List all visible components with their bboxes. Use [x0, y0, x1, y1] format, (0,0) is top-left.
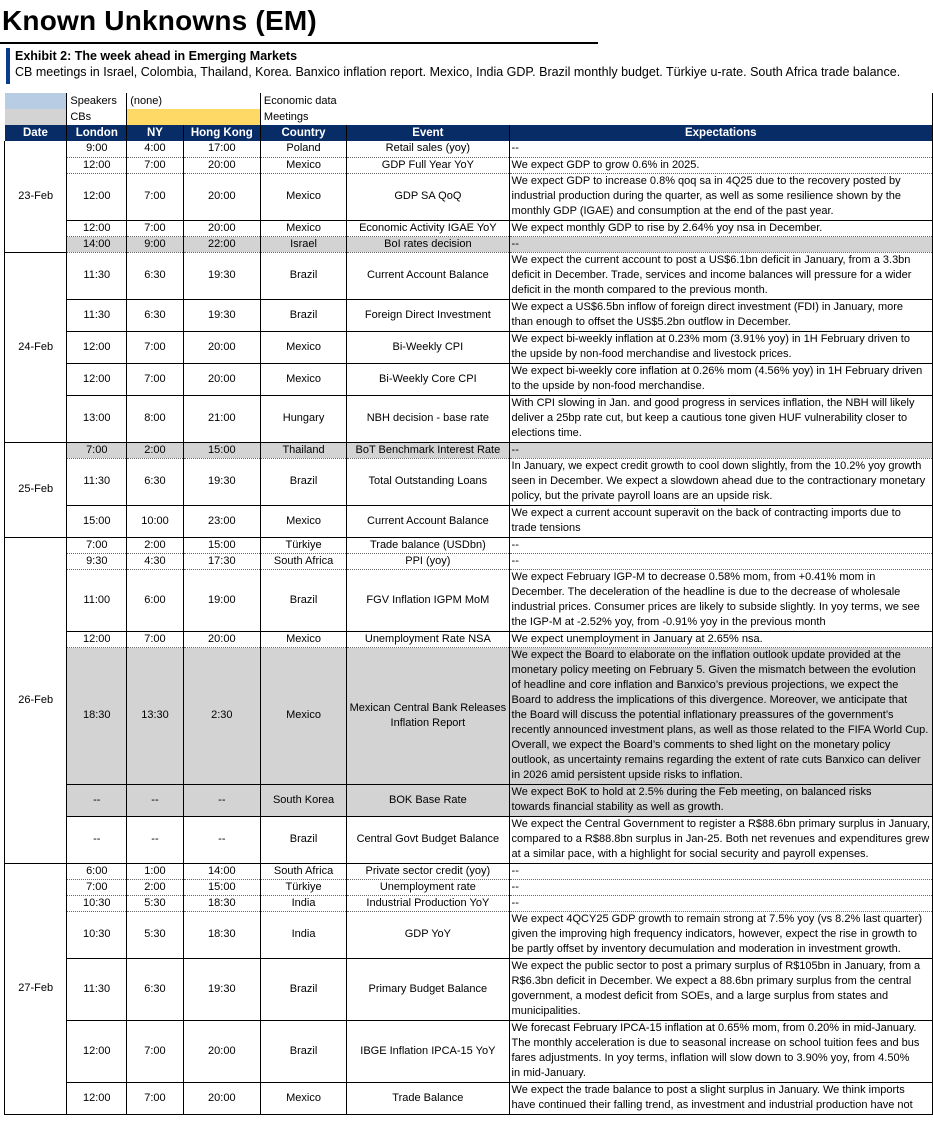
header-event: Event	[347, 125, 509, 141]
time-hong-kong: 22:00	[183, 236, 260, 252]
table-row	[5, 299, 933, 331]
country-cell: Mexico	[260, 631, 346, 647]
time-ny: 13:30	[127, 647, 184, 784]
header-country: Country	[260, 125, 346, 141]
event-cell: Central Govt Budget Balance	[347, 816, 509, 863]
header-date: Date	[5, 125, 67, 141]
table-row	[5, 505, 933, 537]
report-title: Known Unknowns (EM)	[2, 5, 317, 36]
event-cell: Trade Balance	[347, 1082, 509, 1114]
time-london: 15:00	[67, 505, 127, 537]
country-cell: Israel	[260, 236, 346, 252]
legend-meetings-label: Meetings	[260, 109, 932, 125]
expectation-line: municipalities.	[511, 1005, 581, 1017]
expectation-cell	[509, 895, 932, 911]
time-hong-kong: 15:00	[183, 879, 260, 895]
table-row	[5, 895, 933, 911]
expectation-line: industrial production during the quarter, as well as some resilience shown by the	[511, 190, 902, 202]
expectation-cell	[509, 958, 932, 1020]
time-london: 10:30	[67, 895, 127, 911]
expectation-line: We expect bi-weekly core inflation at 0.26% mom (4.56% yoy) in 1H February driven	[511, 365, 923, 377]
time-london: 11:30	[67, 252, 127, 299]
expectation-cell	[509, 784, 932, 816]
country-cell: Brazil	[260, 299, 346, 331]
time-london: 12:00	[67, 331, 127, 363]
time-hong-kong: --	[183, 816, 260, 863]
expectation-cell	[509, 442, 932, 458]
expectation-cell	[509, 911, 932, 958]
expectation-line: monetary policy meeting on February 5. Given the mismatch between the evolution	[511, 664, 916, 676]
event-cell: Foreign Direct Investment	[347, 299, 509, 331]
country-cell: Brazil	[260, 1020, 346, 1082]
expectation-line: We expect bi-weekly inflation at 0.23% mom (3.91% yoy) in 1H February driven to	[511, 333, 910, 345]
header-london: London	[67, 125, 127, 141]
event-cell: NBH decision - base rate	[347, 395, 509, 442]
time-london: 12:00	[67, 631, 127, 647]
time-london: 7:00	[67, 879, 127, 895]
time-ny: 1:00	[127, 863, 184, 879]
expectation-line: December. The deceleration of the headline is due to the decrease of wholesale	[511, 586, 901, 598]
expectation-cell	[509, 236, 932, 252]
time-hong-kong: 19:30	[183, 299, 260, 331]
event-cell: FGV Inflation IGPM MoM	[347, 569, 509, 631]
expectation-line: We expect a current account superavit on the back of contracting imports due to	[511, 507, 901, 519]
table-row	[5, 173, 933, 220]
expectation-cell	[509, 631, 932, 647]
legend-row-1	[5, 93, 933, 109]
expectation-line: We expect the trade balance to post a slight surplus in January. We think imports	[511, 1084, 905, 1096]
expectation-line: --	[511, 538, 519, 551]
expectation-line: trade tensions	[511, 522, 581, 534]
expectation-cell	[509, 879, 932, 895]
expectation-line: The monthly acceleration is due to seasonal increase on school tuition fees and bus	[511, 1037, 920, 1049]
expectation-line: of headline and core inflation and Banxico’s previous projections, we expect the	[511, 679, 899, 691]
expectation-line: outlook, as uncertainty remains regarding the extent of rate cuts Banxico can deliver	[511, 754, 921, 766]
time-london: 11:30	[67, 458, 127, 505]
time-hong-kong: 17:00	[183, 141, 260, 157]
time-london: 9:30	[67, 553, 127, 569]
country-cell: Poland	[260, 141, 346, 157]
time-ny: 5:30	[127, 895, 184, 911]
country-cell: Türkiye	[260, 537, 346, 553]
time-ny: --	[127, 816, 184, 863]
exhibit-title: Exhibit 2: The week ahead in Emerging Markets	[15, 49, 298, 63]
expectation-line: Overall, we expect the Board’s comments to shed light on the monetary policy	[511, 739, 891, 751]
expectation-cell	[509, 553, 932, 569]
legend-none-label: (none)	[127, 93, 261, 109]
time-london: 12:00	[67, 220, 127, 236]
country-cell: Brazil	[260, 252, 346, 299]
time-ny: 7:00	[127, 1082, 184, 1114]
expectation-line: seen in December. We expect a slowdown ahead due to the contractionary monetary	[511, 475, 926, 487]
header-hong-kong: Hong Kong	[183, 125, 260, 141]
country-cell: South Africa	[260, 863, 346, 879]
table-row	[5, 220, 933, 236]
time-ny: 7:00	[127, 331, 184, 363]
expectation-line: deliver a 25bp rate cut, but keep a cautious tone given HUF vulnerability closer to	[511, 412, 908, 424]
highlight-swatch	[127, 109, 261, 125]
table-row	[5, 363, 933, 395]
event-cell: Unemployment rate	[347, 879, 509, 895]
country-cell: Thailand	[260, 442, 346, 458]
table-row	[5, 816, 933, 863]
expectation-cell	[509, 141, 932, 157]
expectation-line: be partly offset by inventory decumulation and moderation in investment growth.	[511, 943, 901, 955]
table-row	[5, 647, 933, 784]
expectation-cell	[509, 252, 932, 299]
expectation-line: in mid-January.	[511, 1067, 586, 1079]
time-hong-kong: 23:00	[183, 505, 260, 537]
event-cell: BOK Base Rate	[347, 784, 509, 816]
country-cell: South Korea	[260, 784, 346, 816]
expectation-cell	[509, 220, 932, 236]
time-ny: 2:00	[127, 442, 184, 458]
expectation-line: to the upside by non-food merchandise.	[511, 380, 705, 392]
time-london: 13:00	[67, 395, 127, 442]
time-hong-kong: 15:00	[183, 537, 260, 553]
event-cell: Mexican Central Bank Releases Inflation Report	[347, 647, 509, 784]
country-cell: Mexico	[260, 157, 346, 173]
expectation-line: --	[511, 880, 519, 893]
expectation-cell	[509, 331, 932, 363]
table-row	[5, 631, 933, 647]
time-london: 10:30	[67, 911, 127, 958]
header-ny: NY	[127, 125, 184, 141]
table-row	[5, 569, 933, 631]
expectation-line: the IGP-M at -2.52% yoy, from -0.91% yoy in the previous month	[511, 616, 826, 628]
expectation-cell	[509, 299, 932, 331]
table-row	[5, 958, 933, 1020]
event-cell: Private sector credit (yoy)	[347, 863, 509, 879]
table-row	[5, 395, 933, 442]
event-cell: BoT Benchmark Interest Rate	[347, 442, 509, 458]
table-row	[5, 157, 933, 173]
expectation-line: recently announced investment plans, as well as those related to the FIFA World Cup.	[511, 724, 929, 736]
expectation-line: --	[511, 554, 519, 567]
country-cell: Brazil	[260, 458, 346, 505]
expectation-line: In January, we expect credit growth to cool down slightly, from the 10.2% yoy growth	[511, 460, 922, 472]
table-row	[5, 879, 933, 895]
time-hong-kong: --	[183, 784, 260, 816]
expectation-line: industrial prices. Consumer prices are likely to subside slightly. In yoy terms, we see	[511, 601, 920, 613]
country-cell: India	[260, 911, 346, 958]
time-hong-kong: 20:00	[183, 631, 260, 647]
table-body	[5, 141, 933, 1114]
time-hong-kong: 17:30	[183, 553, 260, 569]
expectation-line: We expect the current account to post a US$6.1bn deficit in January, from a 3.3bn	[511, 254, 911, 266]
country-cell: Mexico	[260, 505, 346, 537]
event-cell: GDP YoY	[347, 911, 509, 958]
time-ny: 2:00	[127, 879, 184, 895]
expectation-cell	[509, 157, 932, 173]
expectation-cell	[509, 816, 932, 863]
expectation-cell	[509, 173, 932, 220]
title-rule	[0, 42, 598, 44]
time-ny: 6:30	[127, 252, 184, 299]
time-london: 12:00	[67, 363, 127, 395]
time-hong-kong: 20:00	[183, 157, 260, 173]
expectation-line: We expect GDP to increase 0.8% qoq sa in 4Q25 due to the recovery posted by	[511, 175, 901, 187]
time-hong-kong: 20:00	[183, 1020, 260, 1082]
expectation-cell	[509, 458, 932, 505]
date-cell: 24-Feb	[5, 252, 67, 442]
expectation-line: fares adjustments. In yoy terms, inflation will slow down to 3.90% yoy, from 4.50%	[511, 1052, 910, 1064]
expectation-cell	[509, 1082, 932, 1114]
legend-row-2	[5, 109, 933, 125]
event-cell: Current Account Balance	[347, 505, 509, 537]
week-ahead-table	[4, 93, 933, 1115]
country-cell: India	[260, 895, 346, 911]
event-cell: GDP SA QoQ	[347, 173, 509, 220]
table-row	[5, 141, 933, 157]
time-ny: 7:00	[127, 157, 184, 173]
time-ny: 7:00	[127, 363, 184, 395]
column-header-row	[5, 125, 933, 141]
expectation-line: policy, but the private payroll loans are an upside risk.	[511, 490, 773, 502]
table-row	[5, 252, 933, 299]
table-row	[5, 537, 933, 553]
table-row	[5, 442, 933, 458]
expectation-cell	[509, 1020, 932, 1082]
time-hong-kong: 19:30	[183, 252, 260, 299]
country-cell: Mexico	[260, 647, 346, 784]
event-cell: Industrial Production YoY	[347, 895, 509, 911]
time-hong-kong: 21:00	[183, 395, 260, 442]
expectation-cell	[509, 647, 932, 784]
time-london: 6:00	[67, 863, 127, 879]
expectation-line: --	[511, 896, 519, 909]
time-ny: 7:00	[127, 220, 184, 236]
time-london: 12:00	[67, 173, 127, 220]
time-hong-kong: 2:30	[183, 647, 260, 784]
event-cell: PPI (yoy)	[347, 553, 509, 569]
time-hong-kong: 20:00	[183, 363, 260, 395]
expectation-line: government, a modest deficit from SOEs, and a large surplus from states and	[511, 990, 889, 1002]
expectation-line: the upside by non-food merchandise and livestock prices.	[511, 348, 792, 360]
table-row	[5, 553, 933, 569]
date-cell: 27-Feb	[5, 863, 67, 1114]
expectation-line: R$6.3bn deficit in December. We expect a 88.6bn primary surplus from the central	[511, 975, 912, 987]
time-ny: 8:00	[127, 395, 184, 442]
country-cell: Mexico	[260, 363, 346, 395]
time-hong-kong: 19:30	[183, 458, 260, 505]
time-hong-kong: 20:00	[183, 331, 260, 363]
time-ny: --	[127, 784, 184, 816]
legend-cbs-label: CBs	[67, 109, 127, 125]
time-hong-kong: 18:30	[183, 911, 260, 958]
time-ny: 7:00	[127, 1020, 184, 1082]
time-ny: 4:30	[127, 553, 184, 569]
time-ny: 10:00	[127, 505, 184, 537]
expectation-line: We expect BoK to hold at 2.5% during the Feb meeting, on balanced risks	[511, 786, 872, 798]
date-cell: 23-Feb	[5, 141, 67, 252]
time-london: 14:00	[67, 236, 127, 252]
expectation-line: monthly GDP (IGAE) and consumption at the end of the past year.	[511, 205, 834, 217]
time-london: 12:00	[67, 157, 127, 173]
table-row	[5, 911, 933, 958]
country-cell: Brazil	[260, 958, 346, 1020]
time-ny: 7:00	[127, 631, 184, 647]
expectation-line: deficit in the month compared to the previous month.	[511, 284, 768, 296]
expectation-line: in 2026 amid persistent upside risks to inflation.	[511, 769, 743, 781]
expectation-line: We expect 4QCY25 GDP growth to remain strong at 7.5% yoy (vs 8.2% last quarter)	[511, 913, 922, 925]
expectation-cell	[509, 537, 932, 553]
expectation-line: compared to a R$88.8bn surplus in Jan-25. Both net revenues and expenditures grew	[511, 833, 930, 845]
event-cell: Trade balance (USDbn)	[347, 537, 509, 553]
time-london: 9:00	[67, 141, 127, 157]
expectation-line: --	[511, 237, 519, 250]
event-cell: Retail sales (yoy)	[347, 141, 509, 157]
expectation-line: We expect GDP to grow 0.6% in 2025.	[511, 158, 700, 171]
time-ny: 5:30	[127, 911, 184, 958]
time-london: 12:00	[67, 1082, 127, 1114]
header-expectations: Expectations	[509, 125, 932, 141]
time-london: 7:00	[67, 537, 127, 553]
country-cell: Mexico	[260, 331, 346, 363]
time-ny: 7:00	[127, 173, 184, 220]
expectation-line: given the improving high frequency indicators, however, expect the rise in growth to	[511, 928, 917, 940]
time-ny: 6:00	[127, 569, 184, 631]
expectation-line: We expect February IGP-M to decrease 0.58% mom, from +0.41% mom in	[511, 571, 876, 583]
exhibit-header	[6, 48, 900, 84]
table-row	[5, 1020, 933, 1082]
expectation-line: --	[511, 443, 519, 456]
country-cell: Mexico	[260, 1082, 346, 1114]
time-london: --	[67, 784, 127, 816]
expectation-line: We expect a US$6.5bn inflow of foreign direct investment (FDI) in January, more	[511, 301, 904, 313]
exhibit-subtitle: CB meetings in Israel, Colombia, Thailand, Korea. Banxico inflation report. Mexico, India GDP. Brazil monthly budget. Türkiye u-rate. South Africa trade balance.	[15, 65, 901, 79]
expectation-line: deficit in December. Trade, services and income balances will pressure for a wider	[511, 269, 912, 281]
country-cell: Mexico	[260, 173, 346, 220]
time-hong-kong: 14:00	[183, 863, 260, 879]
time-hong-kong: 20:00	[183, 1082, 260, 1114]
cbs-swatch	[5, 109, 67, 125]
event-cell: Total Outstanding Loans	[347, 458, 509, 505]
country-cell: Mexico	[260, 220, 346, 236]
time-hong-kong: 20:00	[183, 220, 260, 236]
legend-speakers-label: Speakers	[67, 93, 127, 109]
expectation-line: Board to address the implications of this divergence. Moreover, we anticipate that	[511, 694, 908, 706]
time-ny: 6:30	[127, 958, 184, 1020]
event-cell: BoI rates decision	[347, 236, 509, 252]
date-cell: 26-Feb	[5, 537, 67, 863]
expectation-line: towards financial stability as well as growth.	[511, 801, 724, 813]
country-cell: Hungary	[260, 395, 346, 442]
event-cell: Bi-Weekly CPI	[347, 331, 509, 363]
time-ny: 6:30	[127, 299, 184, 331]
expectation-line: --	[511, 142, 519, 155]
expectation-line: We expect unemployment in January at 2.65% nsa.	[511, 632, 763, 645]
event-cell: Primary Budget Balance	[347, 958, 509, 1020]
speakers-swatch	[5, 93, 67, 109]
time-london: 7:00	[67, 442, 127, 458]
expectation-line: We expect monthly GDP to rise by 2.64% yoy nsa in December.	[511, 221, 823, 234]
time-london: 12:00	[67, 1020, 127, 1082]
time-hong-kong: 18:30	[183, 895, 260, 911]
time-hong-kong: 19:30	[183, 958, 260, 1020]
expectation-cell	[509, 505, 932, 537]
date-cell: 25-Feb	[5, 442, 67, 537]
event-cell: GDP Full Year YoY	[347, 157, 509, 173]
event-cell: IBGE Inflation IPCA-15 YoY	[347, 1020, 509, 1082]
country-cell: South Africa	[260, 553, 346, 569]
table-row	[5, 331, 933, 363]
country-cell: Türkiye	[260, 879, 346, 895]
time-hong-kong: 20:00	[183, 173, 260, 220]
time-ny: 6:30	[127, 458, 184, 505]
expectation-line: We expect the public sector to post a primary surplus of R$105bn in January, from a	[511, 960, 921, 972]
expectation-line: We forecast February IPCA-15 inflation at 0.65% mom, from 0.20% in mid-January.	[511, 1022, 917, 1034]
expectation-line: elections time.	[511, 427, 582, 439]
event-cell: Bi-Weekly Core CPI	[347, 363, 509, 395]
table-row	[5, 1082, 933, 1114]
expectation-cell	[509, 395, 932, 442]
country-cell: Brazil	[260, 569, 346, 631]
table-row	[5, 236, 933, 252]
table-row	[5, 863, 933, 879]
event-cell: Economic Activity IGAE YoY	[347, 220, 509, 236]
expectation-cell	[509, 363, 932, 395]
expectation-line: With CPI slowing in Jan. and good progress in services inflation, the NBH will likely	[511, 397, 915, 409]
expectation-line: --	[511, 864, 519, 877]
table-row	[5, 458, 933, 505]
time-london: 11:30	[67, 299, 127, 331]
time-ny: 4:00	[127, 141, 184, 157]
expectation-line: at a similar pace, with a highlight for social security and payroll expenses.	[511, 848, 869, 860]
event-cell: Unemployment Rate NSA	[347, 631, 509, 647]
expectation-line: We expect the Board to elaborate on the inflation outlook update provided at the	[511, 649, 901, 661]
time-london: --	[67, 816, 127, 863]
time-london: 18:30	[67, 647, 127, 784]
time-london: 11:30	[67, 958, 127, 1020]
expectation-line: than enough to offset the US$5.2bn outflow in December.	[511, 316, 791, 328]
time-hong-kong: 19:00	[183, 569, 260, 631]
expectation-line: We expect the Central Government to register a R$88.6bn primary surplus in January,	[511, 818, 930, 830]
event-cell: Current Account Balance	[347, 252, 509, 299]
country-cell: Brazil	[260, 816, 346, 863]
time-hong-kong: 15:00	[183, 442, 260, 458]
expectation-cell	[509, 569, 932, 631]
legend-economic-data-label: Economic data	[260, 93, 932, 109]
expectation-line: have continued their falling trend, as investment and industrial production have not	[511, 1099, 913, 1111]
expectation-cell	[509, 863, 932, 879]
time-ny: 2:00	[127, 537, 184, 553]
time-london: 11:00	[67, 569, 127, 631]
expectation-line: the Board will discuss the potential inflationary preassures of the government’s	[511, 709, 894, 721]
table-row	[5, 784, 933, 816]
time-ny: 9:00	[127, 236, 184, 252]
